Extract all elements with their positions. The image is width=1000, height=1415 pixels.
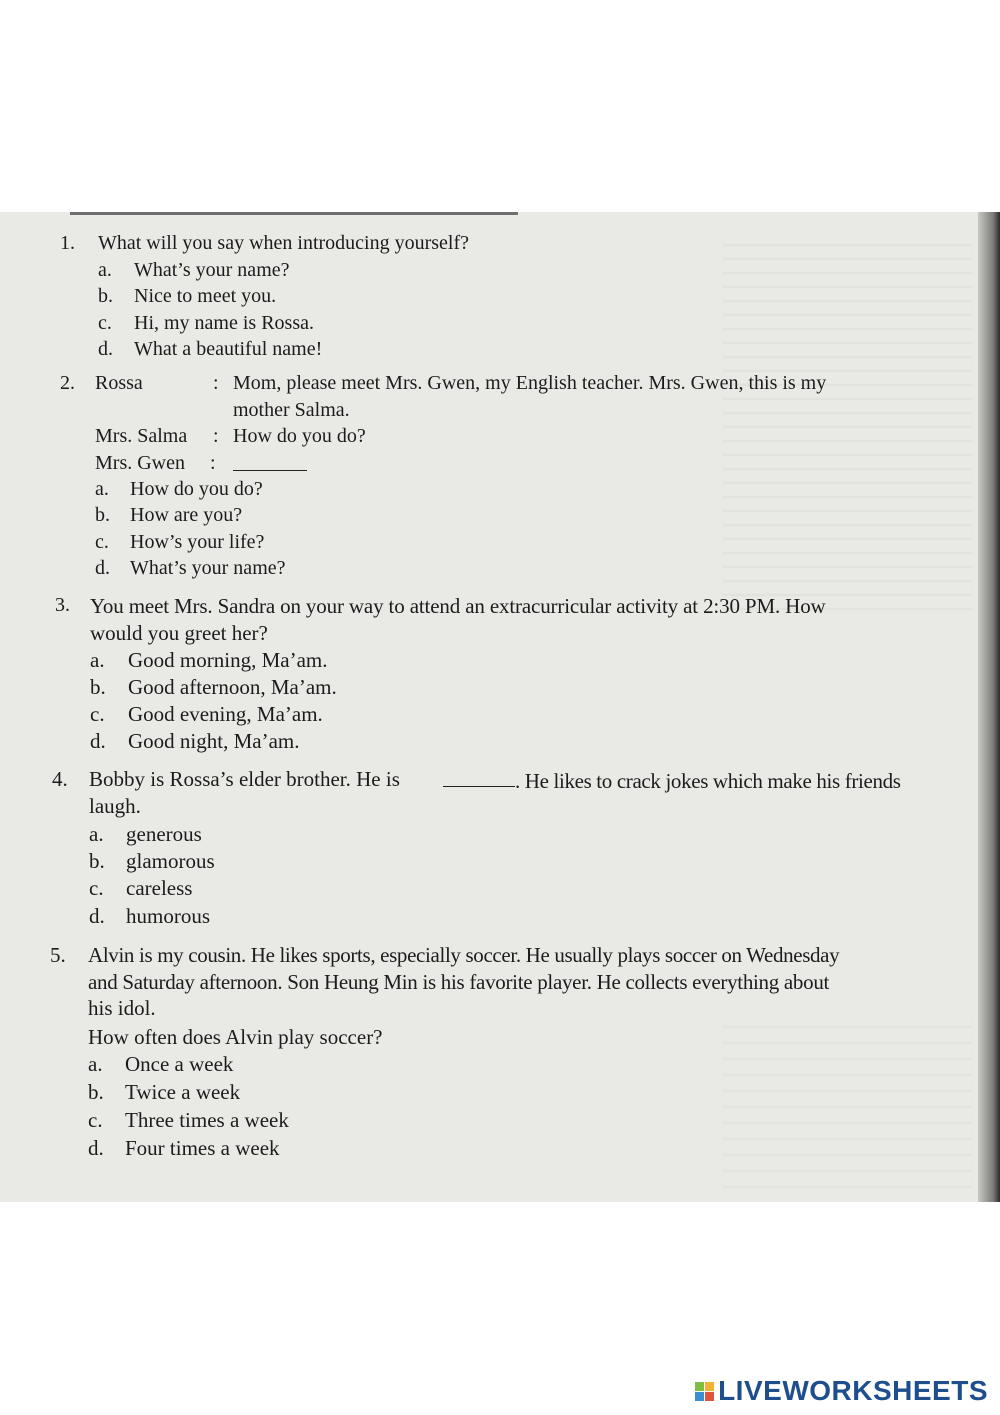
- question-number: 4.: [52, 767, 68, 791]
- option-letter: b.: [90, 675, 106, 699]
- option-text[interactable]: humorous: [126, 904, 210, 928]
- option-letter: c.: [95, 531, 109, 553]
- dialogue-line: How do you do?: [233, 425, 366, 447]
- question-text: Alvin is my cousin. He likes sports, especially soccer. He usually plays soccer on Wednesday: [88, 943, 840, 967]
- answer-blank[interactable]: [233, 452, 307, 477]
- option-text[interactable]: Nice to meet you.: [134, 285, 277, 307]
- option-text[interactable]: Good night, Ma’am.: [128, 729, 300, 753]
- option-letter: c.: [88, 1108, 103, 1132]
- option-letter: a.: [88, 1052, 103, 1076]
- option-text[interactable]: What’s your name?: [134, 259, 290, 281]
- bleed-through-texture: [722, 1012, 972, 1192]
- logo-square: [705, 1382, 714, 1391]
- option-letter: d.: [95, 557, 110, 579]
- logo-square: [695, 1382, 704, 1391]
- question-number: 1.: [60, 232, 75, 254]
- option-letter: d.: [89, 904, 105, 928]
- option-text[interactable]: Four times a week: [125, 1136, 280, 1160]
- option-letter: b.: [89, 849, 105, 873]
- bleed-through-texture: [722, 232, 972, 612]
- question-text: laugh.: [89, 794, 141, 818]
- option-letter: b.: [88, 1080, 104, 1104]
- logo-square: [695, 1392, 704, 1401]
- option-text[interactable]: careless: [126, 876, 193, 900]
- page-rule: [70, 212, 518, 215]
- option-letter: b.: [98, 285, 113, 307]
- option-letter: c.: [98, 312, 112, 334]
- option-letter: b.: [95, 504, 110, 526]
- option-letter: a.: [98, 259, 112, 281]
- option-letter: d.: [90, 729, 106, 753]
- question-text: and Saturday afternoon. Son Heung Min is his favorite player. He collects everything about: [88, 970, 830, 994]
- question-number: 3.: [55, 594, 70, 616]
- option-text[interactable]: What’s your name?: [130, 557, 286, 579]
- option-letter: a.: [90, 648, 105, 672]
- option-letter: c.: [90, 702, 105, 726]
- question-text: What will you say when introducing yourself?: [98, 232, 470, 254]
- option-text[interactable]: Once a week: [125, 1052, 234, 1076]
- answer-blank[interactable]: [443, 767, 515, 793]
- page-binding-shadow: [978, 212, 1000, 1202]
- logo-square: [705, 1392, 714, 1401]
- option-letter: c.: [89, 876, 104, 900]
- speaker-name: Mrs. Salma: [95, 425, 188, 447]
- question-prompt: How often does Alvin play soccer?: [88, 1025, 383, 1049]
- speaker-colon: :: [213, 372, 219, 394]
- question-text: . He likes to crack jokes which make his friends: [515, 769, 901, 793]
- option-letter: a.: [95, 478, 109, 500]
- option-letter: d.: [88, 1136, 104, 1160]
- brand-name: LIVEWORKSHEETS: [718, 1375, 988, 1406]
- speaker-name: Rossa: [95, 372, 143, 394]
- option-text[interactable]: Good morning, Ma’am.: [128, 648, 328, 672]
- question-text: would you greet her?: [90, 621, 268, 645]
- question-number: 5.: [50, 943, 66, 967]
- dialogue-line: mother Salma.: [233, 399, 350, 421]
- question-text: his idol.: [88, 996, 156, 1020]
- option-text[interactable]: Three times a week: [125, 1108, 289, 1132]
- option-text[interactable]: Good evening, Ma’am.: [128, 702, 323, 726]
- dialogue-line: Mom, please meet Mrs. Gwen, my English teacher. Mrs. Gwen, this is my: [233, 372, 827, 394]
- option-text[interactable]: Twice a week: [125, 1080, 241, 1104]
- option-text[interactable]: Good afternoon, Ma’am.: [128, 675, 337, 699]
- question-text: Bobby is Rossa’s elder brother. He is: [89, 767, 400, 791]
- speaker-colon: :: [213, 425, 219, 447]
- question-text: You meet Mrs. Sandra on your way to attend an extracurricular activity at 2:30 PM. How: [90, 594, 826, 618]
- liveworksheets-logo[interactable]: [695, 1376, 988, 1406]
- liveworksheets-logo-icon: [695, 1382, 714, 1401]
- option-letter: a.: [89, 822, 104, 846]
- option-text[interactable]: How do you do?: [130, 478, 263, 500]
- speaker-colon: :: [210, 452, 216, 474]
- option-text[interactable]: glamorous: [126, 849, 215, 873]
- option-text[interactable]: How are you?: [130, 504, 243, 526]
- option-text[interactable]: generous: [126, 822, 202, 846]
- option-text[interactable]: Hi, my name is Rossa.: [134, 312, 314, 334]
- option-text[interactable]: How’s your life?: [130, 531, 265, 553]
- speaker-name: Mrs. Gwen: [95, 452, 185, 474]
- option-text[interactable]: What a beautiful name!: [134, 338, 323, 360]
- option-letter: d.: [98, 338, 113, 360]
- question-number: 2.: [60, 372, 75, 394]
